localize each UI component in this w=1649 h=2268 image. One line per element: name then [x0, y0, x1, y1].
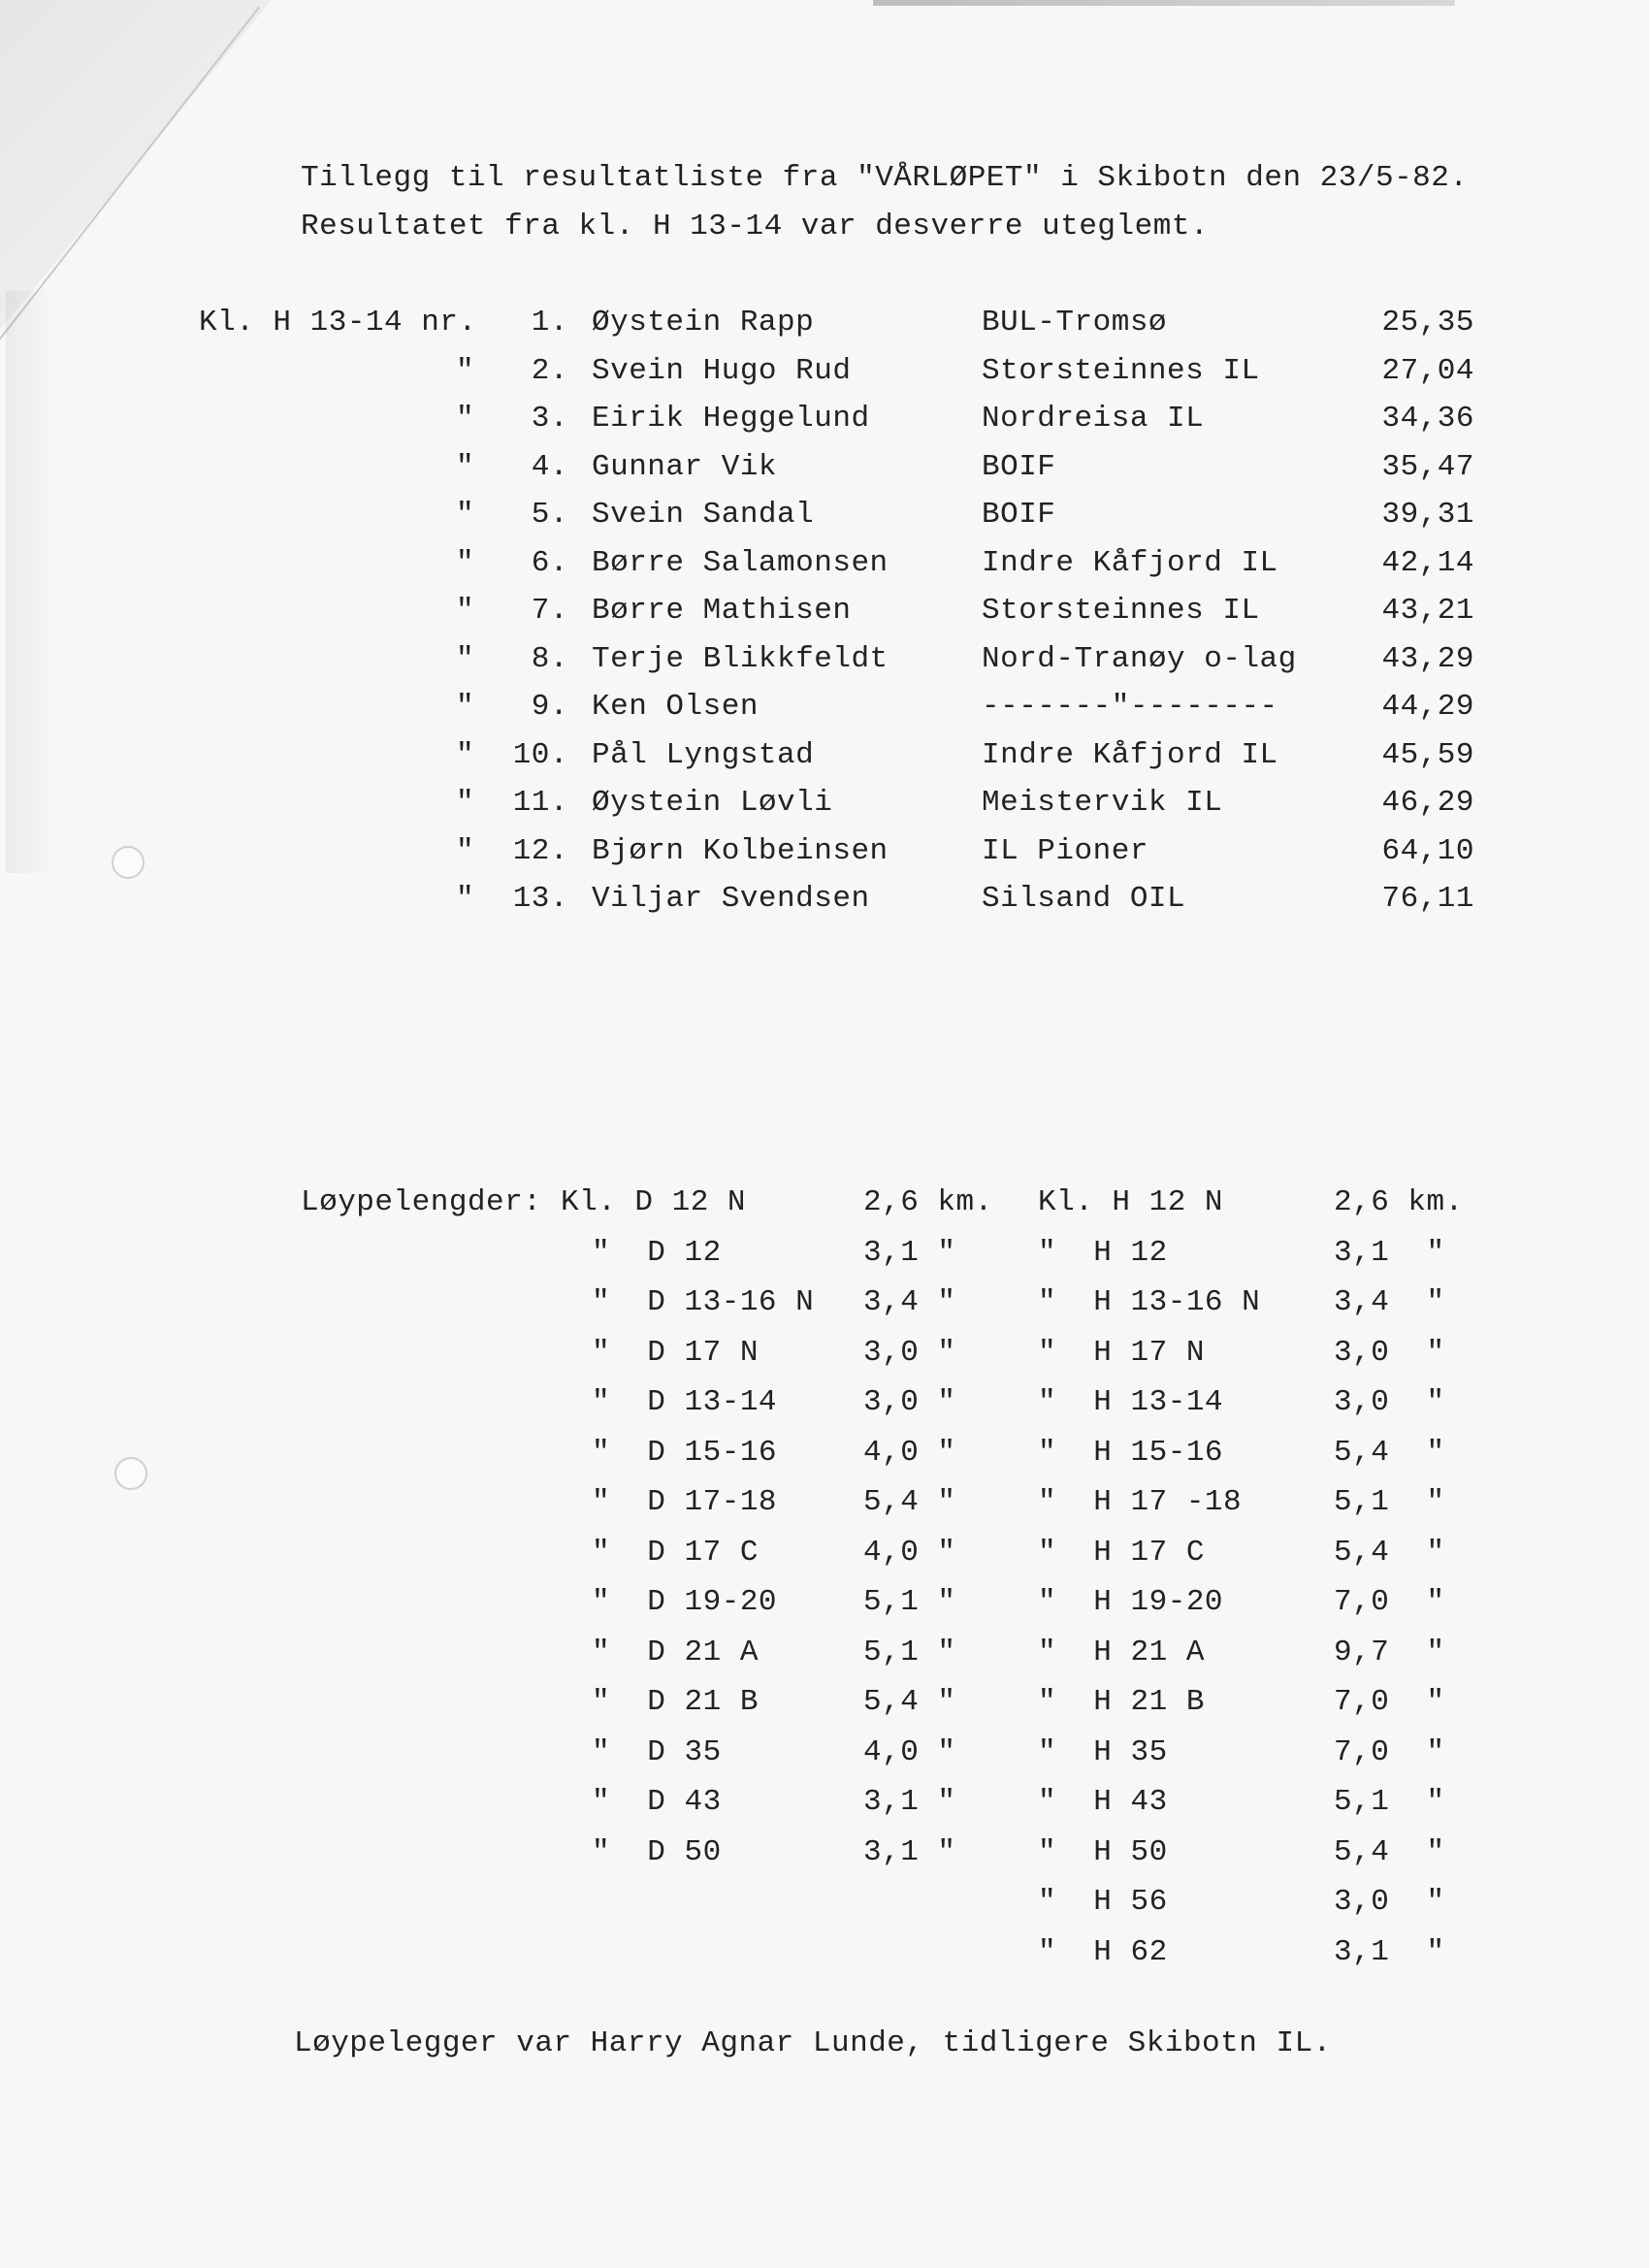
club-name: -------"--------	[982, 690, 1278, 724]
left-class: " D 21 B	[592, 1685, 759, 1719]
club-name: Meistervik IL	[982, 786, 1223, 820]
right-distance: 3,0 "	[1334, 1885, 1445, 1919]
left-distance: 4,0 "	[863, 1535, 956, 1570]
ditto-mark: "	[456, 353, 475, 388]
right-class: " H 17 N	[1038, 1335, 1205, 1370]
left-class: " D 13-16 N	[592, 1285, 815, 1319]
right-class: " H 21 B	[1038, 1685, 1205, 1719]
right-distance: 5,4 "	[1334, 1535, 1445, 1570]
result-rank: 6.	[531, 545, 568, 580]
right-class: " H 15-16	[1038, 1435, 1224, 1470]
right-class: " H 12	[1038, 1235, 1168, 1270]
left-class: " D 17 C	[592, 1535, 759, 1570]
results-class-label: Kl. H 13-14 nr.	[199, 306, 477, 340]
left-distance: 5,1 "	[863, 1635, 956, 1669]
left-class: " D 19-20	[592, 1585, 778, 1619]
result-rank: 13.	[512, 882, 568, 916]
right-distance: 5,4 "	[1334, 1435, 1445, 1470]
left-class: " D 17 N	[592, 1335, 759, 1370]
result-rank: 3.	[531, 402, 568, 436]
athlete-name: Børre Mathisen	[592, 594, 852, 628]
club-name: Silsand OIL	[982, 882, 1186, 916]
club-name: Storsteinnes IL	[982, 594, 1260, 628]
right-class: " H 56	[1038, 1885, 1168, 1919]
result-rank: 10.	[512, 737, 568, 772]
left-distance: 4,0 "	[863, 1435, 956, 1470]
club-name: Nord-Tranøy o-lag	[982, 641, 1297, 676]
right-class: " H 17 C	[1038, 1535, 1205, 1570]
result-time: 39,31	[1381, 498, 1474, 532]
left-distance: 3,0 "	[863, 1335, 956, 1370]
right-distance: 3,0 "	[1334, 1335, 1445, 1370]
club-name: BUL-Tromsø	[982, 306, 1168, 340]
left-distance: 5,1 "	[863, 1585, 956, 1619]
left-distance: 2,6 km.	[863, 1185, 993, 1219]
right-class: " H 13-16 N	[1038, 1285, 1261, 1319]
ditto-mark: "	[456, 786, 475, 820]
right-distance: 3,1 "	[1334, 1934, 1445, 1969]
left-distance: 3,1 "	[863, 1235, 956, 1270]
right-class: " H 19-20	[1038, 1585, 1224, 1619]
left-distance: 5,4 "	[863, 1485, 956, 1519]
ditto-mark: "	[456, 594, 475, 628]
result-time: 25,35	[1381, 306, 1474, 340]
left-class: " D 17-18	[592, 1485, 778, 1519]
result-rank: 1.	[531, 306, 568, 340]
right-class: " H 35	[1038, 1734, 1168, 1769]
left-distance: 3,0 "	[863, 1385, 956, 1419]
right-distance: 5,4 "	[1334, 1834, 1445, 1869]
right-distance: 3,4 "	[1334, 1285, 1445, 1319]
punch-hole	[114, 1457, 147, 1490]
result-rank: 4.	[531, 449, 568, 484]
result-time: 64,10	[1381, 833, 1474, 868]
ditto-mark: "	[456, 833, 475, 868]
result-rank: 5.	[531, 498, 568, 532]
left-distance: 3,1 "	[863, 1785, 956, 1819]
right-class: " H 17 -18	[1038, 1485, 1243, 1519]
result-time: 46,29	[1381, 786, 1474, 820]
result-rank: 8.	[531, 641, 568, 676]
course-setter-note: Løypelegger var Harry Agnar Lunde, tidligere Skibotn IL.	[294, 2026, 1332, 2060]
athlete-name: Viljar Svendsen	[592, 882, 870, 916]
athlete-name: Børre Salamonsen	[592, 545, 889, 580]
club-name: BOIF	[982, 449, 1056, 484]
result-time: 76,11	[1381, 882, 1474, 916]
athlete-name: Gunnar Vik	[592, 449, 778, 484]
athlete-name: Øystein Rapp	[592, 306, 815, 340]
ditto-mark: "	[456, 545, 475, 580]
club-name: Indre Kåfjord IL	[982, 545, 1278, 580]
right-distance: 5,1 "	[1334, 1485, 1445, 1519]
right-distance: 7,0 "	[1334, 1734, 1445, 1769]
result-time: 45,59	[1381, 737, 1474, 772]
athlete-name: Pål Lyngstad	[592, 737, 815, 772]
athlete-name: Bjørn Kolbeinsen	[592, 833, 889, 868]
right-distance: 5,1 "	[1334, 1785, 1445, 1819]
result-time: 34,36	[1381, 402, 1474, 436]
right-distance: 9,7 "	[1334, 1635, 1445, 1669]
ditto-mark: "	[456, 498, 475, 532]
right-distance: 7,0 "	[1334, 1585, 1445, 1619]
left-class: " D 12	[592, 1235, 722, 1270]
athlete-name: Terje Blikkfeldt	[592, 641, 889, 676]
left-class: " D 21 A	[592, 1635, 759, 1669]
right-class: " H 50	[1038, 1834, 1168, 1869]
result-time: 43,21	[1381, 594, 1474, 628]
athlete-name: Eirik Heggelund	[592, 402, 870, 436]
result-time: 44,29	[1381, 690, 1474, 724]
left-class: " D 13-14	[592, 1385, 778, 1419]
ditto-mark: "	[456, 449, 475, 484]
ditto-mark: "	[456, 402, 475, 436]
result-time: 42,14	[1381, 545, 1474, 580]
club-name: Storsteinnes IL	[982, 353, 1260, 388]
athlete-name: Ken Olsen	[592, 690, 759, 724]
right-class: " H 62	[1038, 1934, 1168, 1969]
ditto-mark: "	[456, 882, 475, 916]
left-class: " D 15-16	[592, 1435, 778, 1470]
result-rank: 9.	[531, 690, 568, 724]
page-shadow	[6, 291, 54, 873]
left-distance: 3,1 "	[863, 1834, 956, 1869]
left-class: " D 50	[592, 1834, 722, 1869]
result-time: 43,29	[1381, 641, 1474, 676]
course-lengths-label: Løypelengder:	[301, 1185, 542, 1219]
left-distance: 3,4 "	[863, 1285, 956, 1319]
result-time: 27,04	[1381, 353, 1474, 388]
right-distance: 3,0 "	[1334, 1385, 1445, 1419]
club-name: BOIF	[982, 498, 1056, 532]
ditto-mark: "	[456, 690, 475, 724]
right-class: Kl. H 12 N	[1038, 1185, 1224, 1219]
right-distance: 7,0 "	[1334, 1685, 1445, 1719]
club-name: Indre Kåfjord IL	[982, 737, 1278, 772]
club-name: IL Pioner	[982, 833, 1148, 868]
athlete-name: Svein Sandal	[592, 498, 815, 532]
result-time: 35,47	[1381, 449, 1474, 484]
left-distance: 5,4 "	[863, 1685, 956, 1719]
athlete-name: Svein Hugo Rud	[592, 353, 852, 388]
result-rank: 12.	[512, 833, 568, 868]
result-rank: 11.	[512, 786, 568, 820]
intro-line-1: Tillegg til resultatliste fra "VÅRLØPET" i Skibotn den 23/5-82.	[301, 161, 1469, 195]
top-edge-shadow	[873, 0, 1455, 6]
result-rank: 2.	[531, 353, 568, 388]
result-rank: 7.	[531, 594, 568, 628]
left-class: " D 43	[592, 1785, 722, 1819]
left-distance: 4,0 "	[863, 1734, 956, 1769]
right-class: " H 43	[1038, 1785, 1168, 1819]
ditto-mark: "	[456, 737, 475, 772]
athlete-name: Øystein Løvli	[592, 786, 833, 820]
punch-hole	[112, 846, 145, 879]
ditto-mark: "	[456, 641, 475, 676]
right-distance: 3,1 "	[1334, 1235, 1445, 1270]
right-class: " H 13-14	[1038, 1385, 1224, 1419]
right-class: " H 21 A	[1038, 1635, 1205, 1669]
left-class: " D 35	[592, 1734, 722, 1769]
right-distance: 2,6 km.	[1334, 1185, 1464, 1219]
intro-line-2: Resultatet fra kl. H 13-14 var desverre uteglemt.	[301, 210, 1210, 243]
club-name: Nordreisa IL	[982, 402, 1205, 436]
left-class: Kl. D 12 N	[561, 1185, 747, 1219]
